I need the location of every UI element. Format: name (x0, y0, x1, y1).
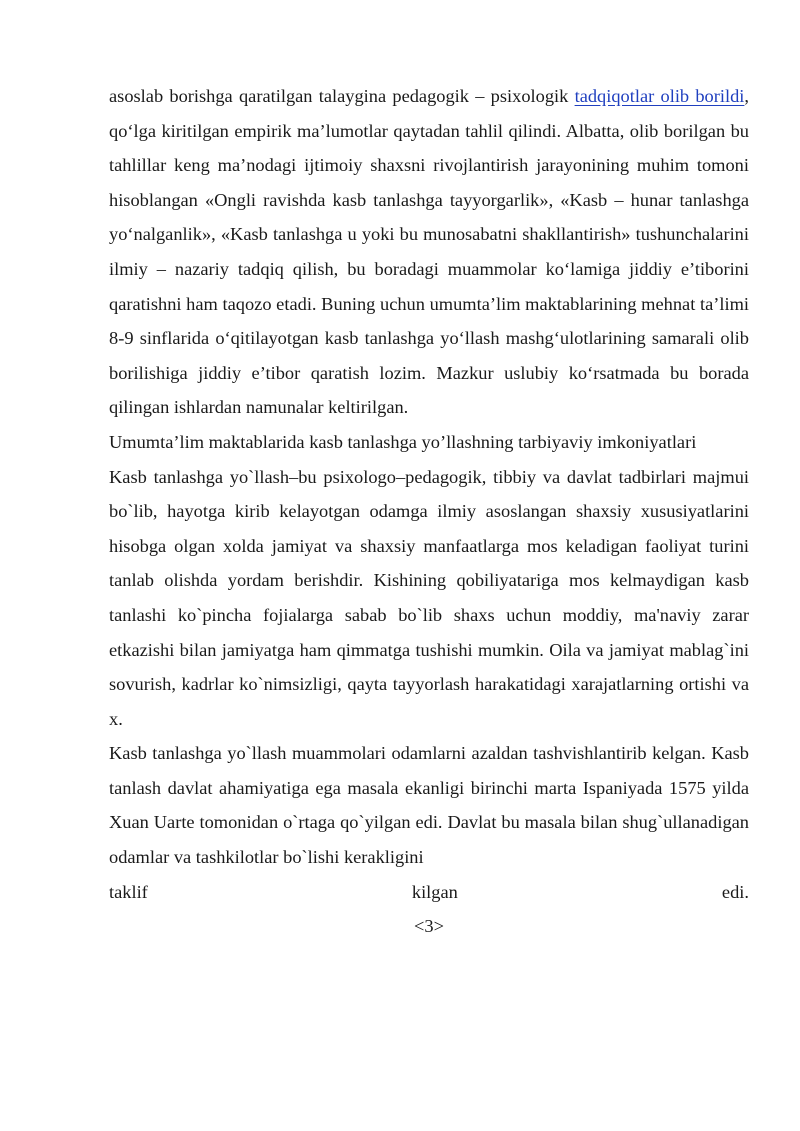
last-line-word-1: taklif (109, 881, 148, 902)
document-page (109, 79, 749, 944)
paragraph-intro-text-end: , qo‘lga kiritilgan empirik ma’lumotlar qaytadan tahlil qilindi. Albatta, olib borilgan bu tahlillar keng ma’nodagi ijtimoiy shaxsni rivojlantirish jarayonining muhim tomoni hisoblangan «Ongli ravishda kasb tanlashga tayyorgarlik», «Kasb – hunar tanlashga yo‘nalganlik», «Kasb tanlashga u yoki bu munosabatni shakllantirish» tushunchalarini ilmiy – nazariy tadqiq qilish, bu boradagi muammolar ko‘lamiga jiddiy e’tiborini qaratishni ham taqozo etadi. Buning uchun umumta’lim maktablarining mehnat ta’limi 8-9 sinflarida o‘qitilayotgan kasb tanlashga yo‘llash mashg‘ulotlarining samarali olib borilishiga jiddiy e’tibor qaratish lozim. Mazkur uslubiy ko‘rsatmada bu borada qilingan ishlardan namunalar keltirilgan. (109, 86, 750, 418)
paragraph-history: Kasb tanlashga yo`llash muammolari odamlarni azaldan tashvishlantirib kelgan. Kasb tanlash davlat ahamiyatiga ega masala ekanligi birinchi marta Ispaniyada 1575 yilda Xuan Uarte tomonidan o`rtaga qo`yilgan edi. Davlat bu masala bilan shug`ullanadigan odamlar va tashkilotlar bo`lishi kerakligini (109, 743, 749, 868)
last-line-word-2: kilgan (411, 881, 458, 902)
paragraph-intro-text-start: asoslab borishga qaratilgan talaygina pedagogik – psixologik (109, 86, 575, 106)
research-link[interactable]: tadqiqotlar olib borildi (574, 86, 745, 106)
paragraph-definition: Kasb tanlashga yo`llash–bu psixologo–pedagogik, tibbiy va davlat tadbirlari majmui bo`lib, hayotga kirib kelayotgan odamga ilmiy asoslangan shaxsiy xususiyatlarini hisobga olgan xolda jamiyat va shaxsiy manfaatlarga mos keladigan faoliyat turini tanlab olishda yordam berishdir. Kishining qobiliyatariga mos kelmaydigan kasb tanlashi ko`pincha fojialarga sabab bo`lib shaxs uchun moddiy, ma'naviy zarar etkazishi bilan jamiyatga ham qimmatga tushishi mumkin. Oila va jamiyat mablag`ini sovurish, kadrlar ko`nimsizligi, qayta tayyorlash harakatidagi xarajatlarning ortishi va x. (109, 466, 749, 729)
paragraph-history-last-line (109, 875, 749, 910)
paragraph-intro (109, 79, 749, 425)
page-number: <3> (414, 916, 444, 937)
section-heading: Umumta’lim maktablarida kasb tanlashga yo’llashning tarbiyaviy imkoniyatlari (109, 431, 697, 452)
last-line-word-3: edi. (721, 881, 749, 902)
